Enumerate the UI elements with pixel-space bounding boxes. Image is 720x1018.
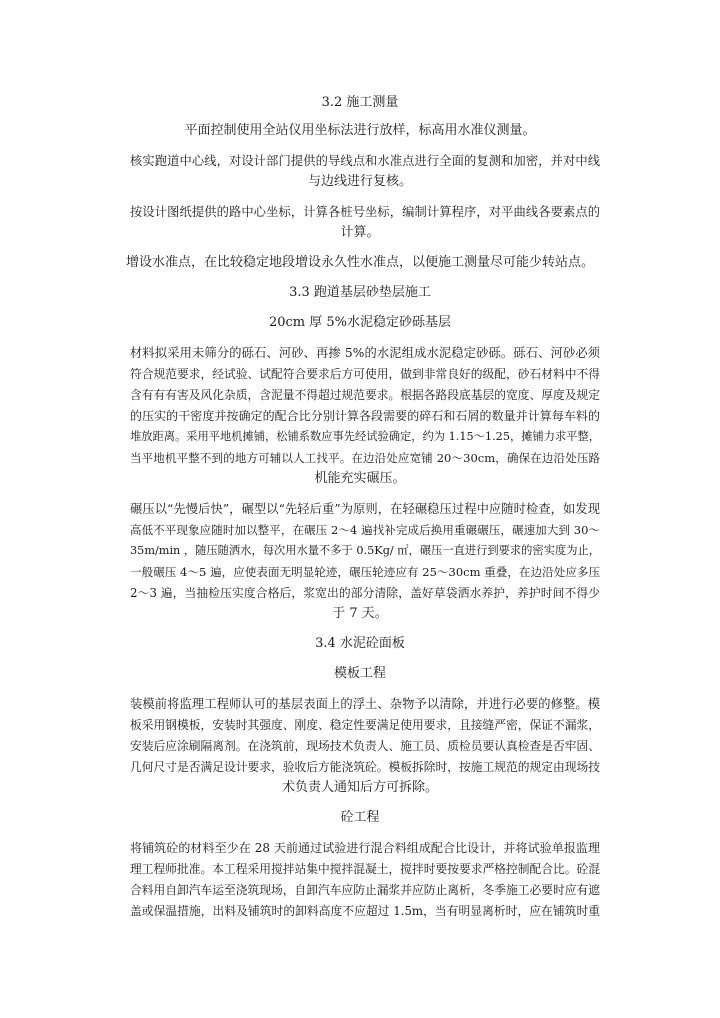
text-line: 将铺筑砼的材料至少在 28 天前通过试验进行混合料组成配合比设计，并将试验单报监理 [130,841,600,855]
text-line: 的压实的干密度并按确定的配合比分别计算各段需要的碎石和石屑的数量并计算每车料的 [130,409,600,423]
text-line: 材料拟采用未筛分的砾石、河砂、再掺 5%的水泥组成水泥稳定砂砾。砾石、河砂必须 [130,346,600,360]
text-line: 按设计图纸提供的路中心坐标，计算各桩号坐标，编制计算程序，对平曲线各要素点的 [130,205,600,219]
text-line: 合料用自卸汽车运至浇筑现场，自卸汽车应防止漏浆并应防止离析，冬季施工必要时应有遮 [130,883,600,897]
text-line: 2～3 遍，当抽检压实度合格后，浆宽出的部分清除，盖好草袋洒水养护，养护时间不得少 [130,586,600,600]
text-line: 堆放距离。采用平地机摊铺，松铺系数应事先经试验确定，约为 1.15～1.25，摊铺力求平整， [130,430,600,443]
text-line: 板采用钢模板，安装时其强度、刚度、稳定性要满足使用要求，且接缝严密，保证不漏浆， [130,718,600,732]
subheading: 模板工程 [333,666,386,681]
heading-3-4: 3.4 水泥砼面板 [315,636,405,651]
text-line: 与边线进行复核。 [307,174,412,189]
text-line: 理工程师批准。本工程采用搅拌站集中搅拌混凝土，搅拌时要按要求严格控制配合比。砼混 [130,862,600,876]
text-line: 符合规范要求，经试验、试配符合要求后方可使用，做到非常良好的级配，砂石材料中不得 [130,367,600,381]
text-line: 术负责人通知后方可拆除。 [281,780,438,795]
text-line: 盖或保温措施，出料及铺筑时的卸料高度不应超过 1.5m，当有明显离析时，应在铺筑时重 [130,904,600,918]
text-line: 增设水准点，在比较稳定地段增设永久性水准点，以便施工测量尽可能少转站点。 [125,255,594,270]
subheading: 砼工程 [340,810,380,825]
text-line: 平面控制使用全站仪用坐标法进行放样，标高用水准仪测量。 [184,123,536,138]
subheading: 20cm 厚 5%水泥稳定砂砾基层 [268,315,452,330]
text-line: 碾压以“先慢后快”，碾型以“先轻后重”为原则，在轻碾稳压过程中应随时检查，如发现 [130,502,600,516]
text-line: 当平地机平整不到的地方可辅以人工找平。在边沿处应宽铺 20～30cm，确保在边沿处压路 [130,451,600,465]
text-line: 机能充实碾压。 [314,471,406,486]
text-line: 含有有有害及风化杂质，含泥量不得超过规范要求。根据各路段底基层的宽度、厚度及规定 [130,388,600,402]
heading-3-3: 3.3 跑道基层砂垫层施工 [289,285,431,300]
text-line: 装模前将监理工程师认可的基层表面上的浮土、杂物予以清除，并进行必要的修整。模 [130,697,600,711]
text-line: 安装后应涂刷隔离剂。在浇筑前，现场技术负责人、施工员、质检员要认真检查是否牢固、 [130,739,600,753]
text-line: 几何尺寸是否满足设计要求，验收后方能浇筑砼。模板拆除时，按施工规范的规定由现场技 [130,760,600,774]
heading-3-2: 3.2 施工测量 [321,95,399,110]
text-line: 于 7 天。 [332,606,388,621]
text-line: 计算。 [340,225,380,240]
text-line: 高低不平现象应随时加以整平，在碾压 2～4 遍找补完成后换用重碾碾压，碾速加大到 30～ [130,523,600,537]
text-line: 核实跑道中心线，对设计部门提供的导线点和水准点进行全面的复测和加密，并对中线 [130,154,600,168]
text-line: 35m/min ，随压随洒水，每次用水量不多于 0.5Kg/ ㎡，碾压一直进行到要求的密实度为止， [130,544,600,557]
text-line: 一般碾压 4～5 遍，应使表面无明显轮迹，碾压轮迹应有 25～30cm 重叠，在边沿处应多压 [130,565,600,579]
